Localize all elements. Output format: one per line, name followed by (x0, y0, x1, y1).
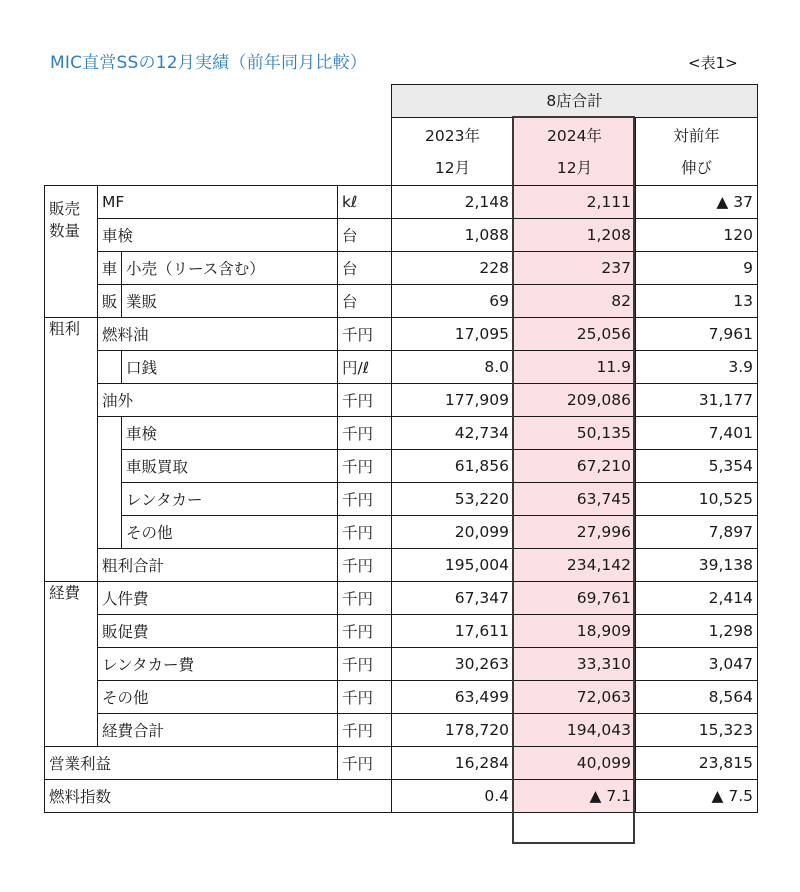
cell-prev: 178,720 (392, 714, 514, 747)
row-unit: 千円 (338, 714, 392, 747)
row-label: 業販 (122, 285, 338, 318)
category-gross: 粗利 (45, 318, 98, 582)
cell-diff: ▲ 7.5 (636, 780, 758, 813)
cell-curr: 82 (514, 285, 636, 318)
row-label: 販促費 (98, 615, 338, 648)
row-unit: 千円 (338, 747, 392, 780)
row-label: MF (98, 186, 338, 219)
row-unit: 千円 (338, 483, 392, 516)
cell-prev: 63,499 (392, 681, 514, 714)
row-label: 車販買取 (122, 450, 338, 483)
header-prev: 2023年 12月 (392, 118, 514, 186)
cell-prev: 67,347 (392, 582, 514, 615)
cell-curr: 194,043 (514, 714, 636, 747)
cell-diff: 3.9 (636, 351, 758, 384)
table-row (45, 186, 758, 219)
cell-prev: 17,611 (392, 615, 514, 648)
cell-prev: 195,004 (392, 549, 514, 582)
cell-curr: 1,208 (514, 219, 636, 252)
cell-diff: 7,961 (636, 318, 758, 351)
cell-prev: 2,148 (392, 186, 514, 219)
header-curr: 2024年 12月 (514, 118, 636, 186)
cell-diff: 9 (636, 252, 758, 285)
row-label: レンタカー費 (98, 648, 338, 681)
row-unit: 千円 (338, 582, 392, 615)
cell-prev: 20,099 (392, 516, 514, 549)
cell-prev: 69 (392, 285, 514, 318)
cell-prev: 42,734 (392, 417, 514, 450)
cell-prev: 17,095 (392, 318, 514, 351)
row-label: 経費合計 (98, 714, 338, 747)
cell-prev: 0.4 (392, 780, 514, 813)
cell-curr: 63,745 (514, 483, 636, 516)
cell-prev: 8.0 (392, 351, 514, 384)
cell-diff: 39,138 (636, 549, 758, 582)
cell-curr: 40,099 (514, 747, 636, 780)
row-label: 営業利益 (45, 747, 338, 780)
cell-curr: 209,086 (514, 384, 636, 417)
row-unit: 千円 (338, 648, 392, 681)
cell-diff: 23,815 (636, 747, 758, 780)
row-unit: 千円 (338, 450, 392, 483)
header-row-group (45, 85, 758, 118)
table-row (45, 351, 758, 384)
row-unit: 千円 (338, 615, 392, 648)
row-label: 粗利合計 (98, 549, 338, 582)
table-title: MIC直営SSの12月実績（前年同月比較） (50, 53, 367, 73)
row-label: 燃料指数 (45, 780, 392, 813)
table-row (45, 483, 758, 516)
cell-diff: 7,897 (636, 516, 758, 549)
row-unit: 千円 (338, 384, 392, 417)
table-row (45, 252, 758, 285)
cell-diff: 7,401 (636, 417, 758, 450)
row-unit: kℓ (338, 186, 392, 219)
cell-diff: ▲ 37 (636, 186, 758, 219)
cell-prev: 177,909 (392, 384, 514, 417)
row-label: 人件費 (98, 582, 338, 615)
cell-diff: 31,177 (636, 384, 758, 417)
cell-prev: 16,284 (392, 747, 514, 780)
cell-curr: 50,135 (514, 417, 636, 450)
cell-diff: 120 (636, 219, 758, 252)
cell-diff: 3,047 (636, 648, 758, 681)
table-row (45, 516, 758, 549)
row-unit: 千円 (338, 549, 392, 582)
category-sales-volume: 販売数量 (45, 186, 98, 318)
row-unit: 千円 (338, 516, 392, 549)
table-number: <表1> (688, 54, 738, 72)
row-label: レンタカー (122, 483, 338, 516)
category-shahan-2: 販 (98, 285, 122, 318)
cell-curr: 25,056 (514, 318, 636, 351)
table-row (45, 747, 758, 780)
table-row (45, 417, 758, 450)
header-row-years (45, 118, 758, 186)
row-label: その他 (98, 681, 338, 714)
cell-curr: 72,063 (514, 681, 636, 714)
cell-curr: 237 (514, 252, 636, 285)
row-label: 車検 (98, 219, 338, 252)
cell-curr: 69,761 (514, 582, 636, 615)
row-label: 油外 (98, 384, 338, 417)
cell-diff: 15,323 (636, 714, 758, 747)
indent-spacer (98, 417, 122, 549)
cell-prev: 228 (392, 252, 514, 285)
table-row (45, 615, 758, 648)
cell-diff: 10,525 (636, 483, 758, 516)
cell-diff: 8,564 (636, 681, 758, 714)
row-label: 口銭 (122, 351, 338, 384)
cell-diff: 1,298 (636, 615, 758, 648)
table-row-total (45, 549, 758, 582)
table-row (45, 780, 758, 813)
row-label: 燃料油 (98, 318, 338, 351)
table-row-total (45, 714, 758, 747)
table-row (45, 648, 758, 681)
category-expenses: 経費 (45, 582, 98, 747)
row-label: その他 (122, 516, 338, 549)
cell-prev: 61,856 (392, 450, 514, 483)
cell-prev: 30,263 (392, 648, 514, 681)
row-unit: 千円 (338, 417, 392, 450)
row-unit: 台 (338, 285, 392, 318)
table-row (45, 285, 758, 318)
table-row (45, 318, 758, 351)
row-unit: 千円 (338, 681, 392, 714)
cell-diff: 13 (636, 285, 758, 318)
cell-prev: 1,088 (392, 219, 514, 252)
table-row (45, 582, 758, 615)
row-unit: 台 (338, 252, 392, 285)
cell-diff: 5,354 (636, 450, 758, 483)
cell-diff: 2,414 (636, 582, 758, 615)
row-unit: 台 (338, 219, 392, 252)
cell-prev: 53,220 (392, 483, 514, 516)
table-row (45, 219, 758, 252)
table-row (45, 384, 758, 417)
row-unit: 円/ℓ (338, 351, 392, 384)
results-table (44, 84, 758, 813)
cell-curr: ▲ 7.1 (514, 780, 636, 813)
cell-curr: 11.9 (514, 351, 636, 384)
category-shahan-1: 車 (98, 252, 122, 285)
row-unit: 千円 (338, 318, 392, 351)
cell-curr: 234,142 (514, 549, 636, 582)
cell-curr: 67,210 (514, 450, 636, 483)
cell-curr: 33,310 (514, 648, 636, 681)
cell-curr: 27,996 (514, 516, 636, 549)
cell-curr: 18,909 (514, 615, 636, 648)
header-diff: 対前年 伸び (636, 118, 758, 186)
table-row (45, 450, 758, 483)
indent-spacer (98, 351, 122, 384)
row-label: 小売（リース含む） (122, 252, 338, 285)
cell-curr: 2,111 (514, 186, 636, 219)
header-group: 8店合計 (392, 85, 758, 118)
row-label: 車検 (122, 417, 338, 450)
table-row (45, 681, 758, 714)
